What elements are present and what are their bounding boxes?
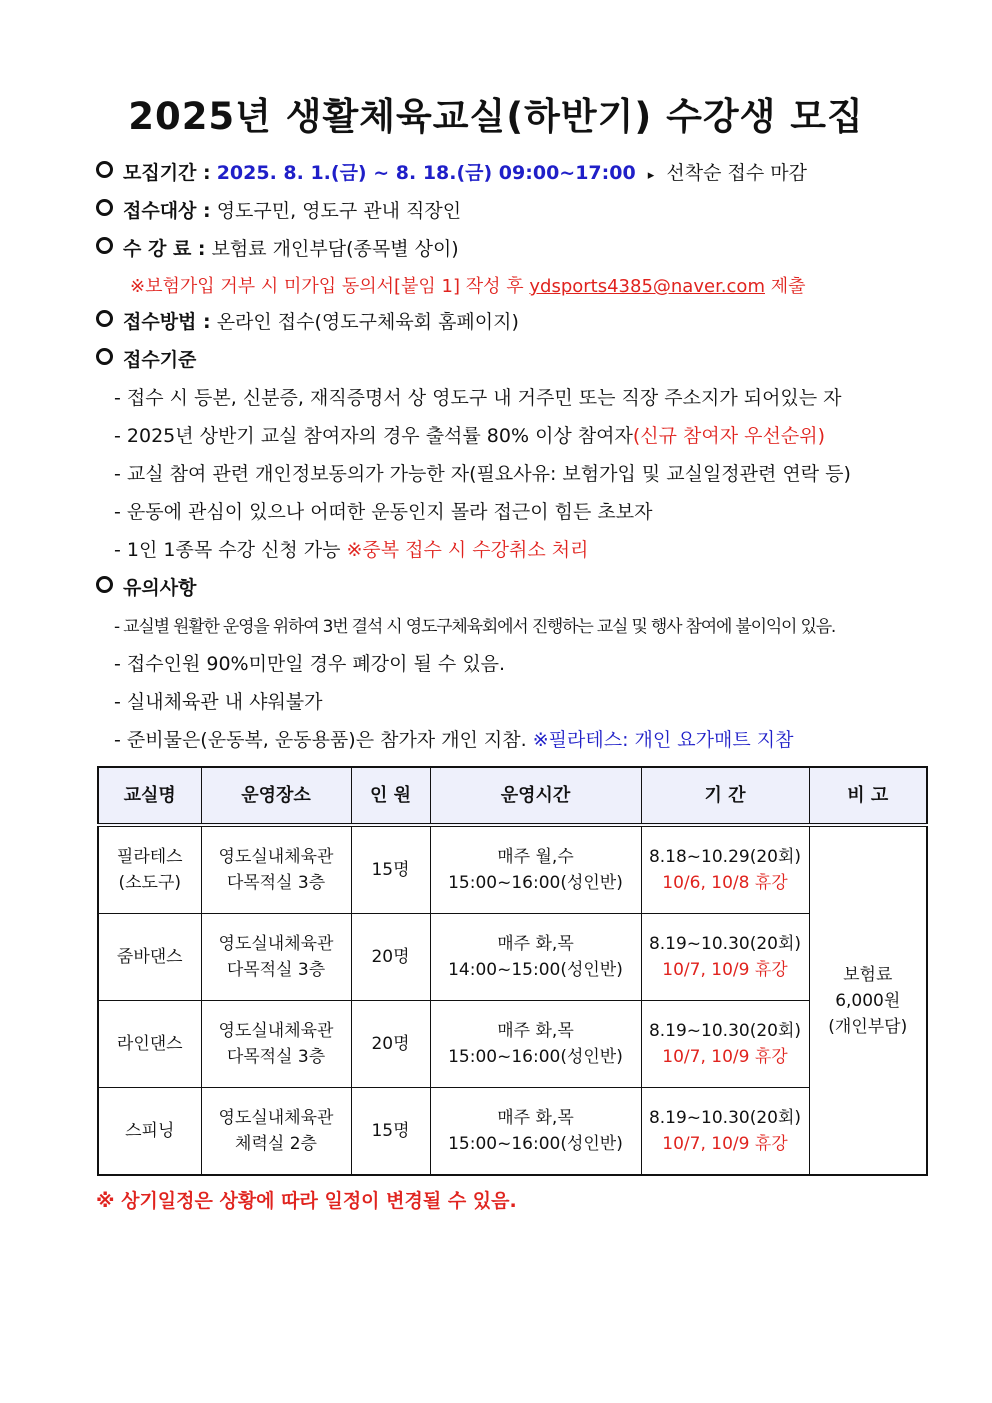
target-value: 영도구민, 영도구 관내 직장인: [216, 200, 462, 222]
header-period: 기 간: [641, 767, 809, 825]
fee-note: ※보험가입 거부 시 미가입 동의서[붙임 1] 작성 후: [130, 276, 524, 297]
circle-bullet-icon: [96, 161, 113, 178]
period-note: 선착순 접수 마감: [666, 162, 807, 184]
period-row: [96, 158, 807, 185]
cell-count: 15명: [351, 825, 430, 914]
target-label: 접수대상 :: [123, 200, 211, 222]
email-link[interactable]: ydsports4385@naver.com: [529, 276, 765, 297]
criteria-item-text: - 1인 1종목 수강 신청 가능: [114, 539, 341, 561]
fee-submit: 제출: [770, 276, 806, 297]
header-count: 인 원: [351, 767, 430, 825]
header-class-name: 교실명: [98, 767, 201, 825]
table-row: [98, 914, 927, 1001]
cell-count: 15명: [351, 1088, 430, 1176]
circle-bullet-icon: [96, 576, 113, 593]
criteria-item-text: - 2025년 상반기 교실 참여자의 경우 출석률 80% 이상 참여자: [114, 425, 633, 447]
cell-place: 영도실내체육관 다목적실 3층: [201, 914, 351, 1001]
cell-place: 영도실내체육관 다목적실 3층: [201, 825, 351, 914]
circle-bullet-icon: [96, 348, 113, 365]
caution-item: [114, 725, 793, 752]
caution-item: - 접수인원 90%미만일 경우 폐강이 될 수 있음.: [114, 653, 506, 675]
method-row: [96, 307, 519, 334]
caution-item: - 교실별 원활한 운영을 위하여 3번 결석 시 영도구체육회에서 진행하는 교실 및 행사 참여에 불이익이 있음.: [114, 617, 836, 637]
cell-count: 20명: [351, 914, 430, 1001]
criteria-item: [114, 535, 588, 562]
cell-time: 매주 화,목 15:00~16:00(성인반): [430, 1088, 641, 1176]
cell-period: 8.19~10.30(20회) 10/7, 10/9 휴강: [641, 1088, 809, 1176]
criteria-item: - 교실 참여 관련 개인정보동의가 가능한 자(필요사유: 보험가입 및 교실일정관련 연락 등): [114, 463, 851, 485]
cell-class-name: 스피닝: [98, 1088, 201, 1176]
cell-time: 매주 화,목 15:00~16:00(성인반): [430, 1001, 641, 1088]
cell-place: 영도실내체육관 체력실 2층: [201, 1088, 351, 1176]
cell-place: 영도실내체육관 다목적실 3층: [201, 1001, 351, 1088]
criteria-item-highlight: ※중복 접수 시 수강취소 처리: [346, 539, 589, 561]
period-label: 모집기간 :: [123, 162, 211, 184]
caution-item-text: - 준비물은(운동복, 운동용품)은 참가자 개인 지참.: [114, 729, 527, 751]
period-dates: 2025. 8. 1.(금) ~ 8. 18.(금) 09:00~17:00: [216, 162, 636, 184]
criteria-item-highlight: (신규 참여자 우선순위): [632, 425, 825, 447]
table-row: [98, 825, 927, 914]
cautions-heading: [96, 573, 196, 600]
cell-time: 매주 월,수 15:00~16:00(성인반): [430, 825, 641, 914]
class-schedule-table: [97, 766, 928, 1176]
criteria-item: - 접수 시 등본, 신분증, 재직증명서 상 영도구 내 거주민 또는 직장 주소지가 되어있는 자: [114, 387, 842, 409]
cell-class-name: 줌바댄스: [98, 914, 201, 1001]
circle-bullet-icon: [96, 310, 113, 327]
header-time: 운영시간: [430, 767, 641, 825]
caution-item: - 실내체육관 내 샤워불가: [114, 691, 323, 713]
criteria-heading: [96, 345, 196, 372]
table-row: [98, 1001, 927, 1088]
header-remark: 비 고: [809, 767, 927, 825]
cell-period: 8.18~10.29(20회) 10/6, 10/8 휴강: [641, 825, 809, 914]
fee-note-row: [130, 272, 806, 298]
circle-bullet-icon: [96, 237, 113, 254]
footnote: ※ 상기일정은 상황에 따라 일정이 변경될 수 있음.: [96, 1190, 517, 1212]
cell-class-name: 라인댄스: [98, 1001, 201, 1088]
triangle-right-icon: ▸: [647, 168, 655, 183]
cell-class-name: 필라테스 (소도구): [98, 825, 201, 914]
fee-label: 수 강 료 :: [123, 238, 206, 260]
cell-time: 매주 화,목 14:00~15:00(성인반): [430, 914, 641, 1001]
criteria-item: - 운동에 관심이 있으나 어떠한 운동인지 몰라 접근이 힘든 초보자: [114, 501, 653, 523]
fee-value: 보험료 개인부담(종목별 상이): [211, 238, 459, 260]
table-header-row: [98, 767, 927, 825]
cautions-label: 유의사항: [123, 577, 197, 599]
page-title: 2025년 생활체육교실(하반기) 수강생 모집: [128, 95, 864, 138]
method-label: 접수방법 :: [123, 311, 211, 333]
cell-remark: 보험료 6,000원 (개인부담): [809, 825, 927, 1175]
fee-row: [96, 234, 459, 261]
method-value: 온라인 접수(영도구체육회 홈페이지): [216, 311, 519, 333]
cell-period: 8.19~10.30(20회) 10/7, 10/9 휴강: [641, 914, 809, 1001]
cell-period: 8.19~10.30(20회) 10/7, 10/9 휴강: [641, 1001, 809, 1088]
header-place: 운영장소: [201, 767, 351, 825]
cell-count: 20명: [351, 1001, 430, 1088]
caution-item-highlight: ※필라테스: 개인 요가매트 지참: [532, 729, 794, 751]
criteria-item: [114, 421, 825, 448]
circle-bullet-icon: [96, 199, 113, 216]
target-row: [96, 196, 461, 223]
criteria-label: 접수기준: [123, 349, 197, 371]
table-row: [98, 1088, 927, 1176]
